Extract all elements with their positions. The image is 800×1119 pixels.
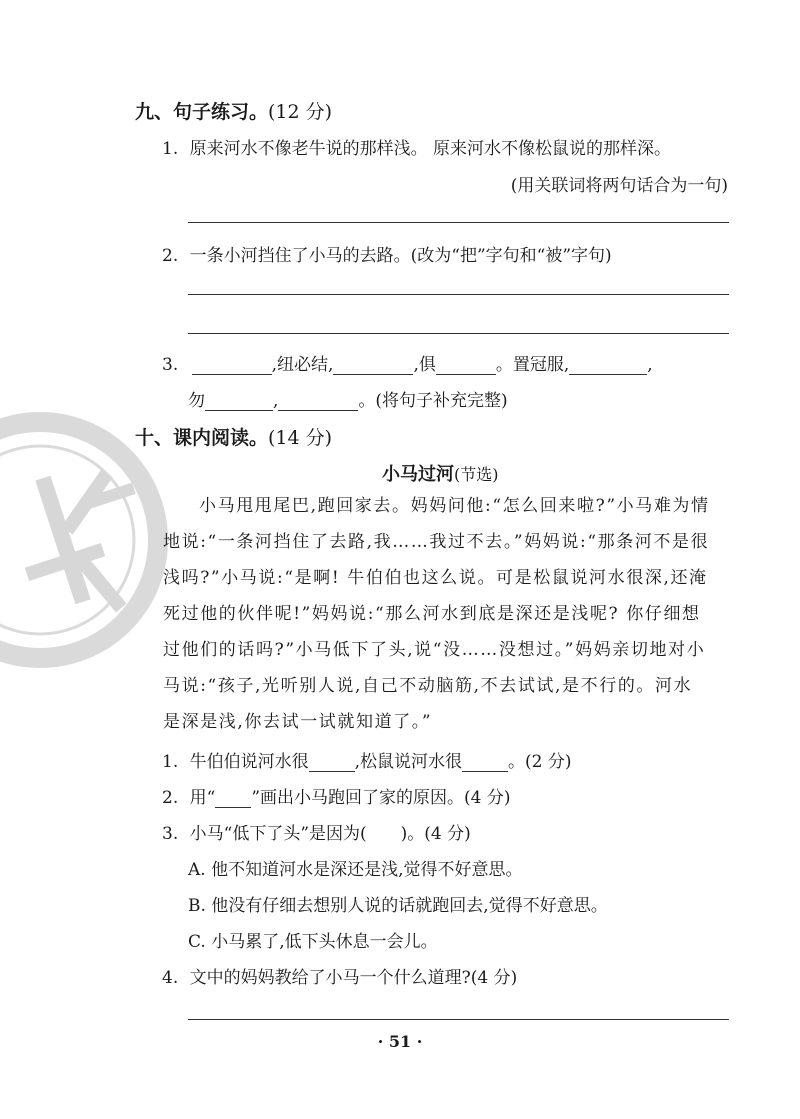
underline-sample (215, 787, 251, 808)
fill-blank[interactable] (569, 354, 647, 375)
option-c[interactable]: C. 小马累了,低下头休息一会儿。 (188, 932, 438, 952)
text-segment: ,俱 (413, 355, 436, 375)
option-b[interactable]: B. 他没有仔细去想别人说的话就跑回去,觉得不好意思。 (188, 896, 608, 916)
fill-blank[interactable] (462, 751, 508, 772)
question-number: 1. (162, 139, 179, 159)
s10-question-1 (162, 747, 572, 772)
fill-blank[interactable] (278, 390, 358, 411)
text-segment: 小马“低下了头”是因为( (189, 824, 367, 844)
passage-line: 死过他的伙伴呢!”妈妈说:“那么河水到底是深还是浅呢? 你仔细想 (163, 604, 701, 624)
text-segment: ”画出小马跑回了家的原因。(4 分) (251, 788, 511, 808)
s9-question-3-line-2 (188, 386, 508, 411)
answer-line[interactable] (188, 294, 729, 295)
passage-title: 小马过河(节选) (382, 464, 499, 485)
s10-question-3 (162, 819, 471, 844)
page-number: · 51 · (377, 1032, 423, 1051)
question-text: 一条小河挡住了小马的去路。(改为“把”字句和“被”字句) (189, 246, 612, 266)
question-number: 2. (162, 246, 179, 266)
text-segment: )。(4 分) (400, 824, 471, 844)
question-text: 文中的妈妈教给了小马一个什么道理?(4 分) (189, 968, 518, 988)
fill-blank[interactable] (436, 354, 496, 375)
s9-question-1 (162, 134, 671, 159)
question-text: 原来河水不像老牛说的那样浅。 原来河水不像松鼠说的那样深。 (189, 139, 672, 159)
fill-blank[interactable] (333, 354, 413, 375)
passage-line: 小马甩甩尾巴,跑回家去。妈妈问他:“怎么回来啦?”小马难为情 (199, 496, 710, 516)
question-number: 2. (162, 788, 179, 808)
text-segment: 用“ (189, 788, 216, 808)
fill-blank[interactable] (309, 751, 355, 772)
s10-question-2 (162, 783, 511, 808)
s9-q1-hint: (用关联词将两句话合为一句) (510, 176, 728, 196)
passage-line: 是深是浅,你去试一试就知道了。” (163, 712, 433, 732)
section-10-heading: 十、课内阅读。(14 分) (135, 427, 333, 449)
s9-question-2 (162, 241, 612, 266)
text-segment: 。(将句子补充完整) (358, 391, 508, 411)
answer-line[interactable] (188, 1019, 729, 1020)
text-segment: 。(2 分) (508, 752, 572, 772)
text-segment: ,纽必结, (271, 355, 334, 375)
text-segment: , (273, 391, 279, 411)
s10-question-4 (162, 963, 517, 988)
passage-line: 过他们的话吗?”小马低下了头,说“没……没想过。”妈妈亲切地对小 (163, 640, 706, 660)
passage-line: 马说:“孩子,光听别人说,自己不动脑筋,不去试试,是不行的。河水 (163, 676, 693, 696)
text-segment: 勿 (188, 391, 205, 411)
question-number: 3. (162, 824, 179, 844)
fill-blank[interactable] (192, 354, 272, 375)
text-segment: 。置冠服, (495, 355, 570, 375)
passage-line: 浅吗?”小马说:“是啊! 牛伯伯也这么说。可是松鼠说河水很深,还淹 (163, 568, 708, 588)
section-9-heading: 九、句子练习。(12 分) (135, 101, 333, 123)
s9-question-3-line-1 (162, 350, 653, 375)
text-segment: 牛伯伯说河水很 (189, 752, 309, 772)
question-number: 4. (162, 968, 179, 988)
text-segment: , (647, 355, 653, 375)
question-number: 3. (162, 355, 179, 375)
fill-blank[interactable] (205, 390, 273, 411)
question-number: 1. (162, 752, 179, 772)
answer-line[interactable] (188, 222, 729, 223)
text-segment: ,松鼠说河水很 (354, 752, 463, 772)
option-a[interactable]: A. 他不知道河水是深还是浅,觉得不好意思。 (188, 860, 523, 880)
answer-line[interactable] (188, 333, 729, 334)
passage-line: 地说:“一条河挡住了去路,我……我过不去。”妈妈说:“那条河不是很 (163, 532, 710, 552)
